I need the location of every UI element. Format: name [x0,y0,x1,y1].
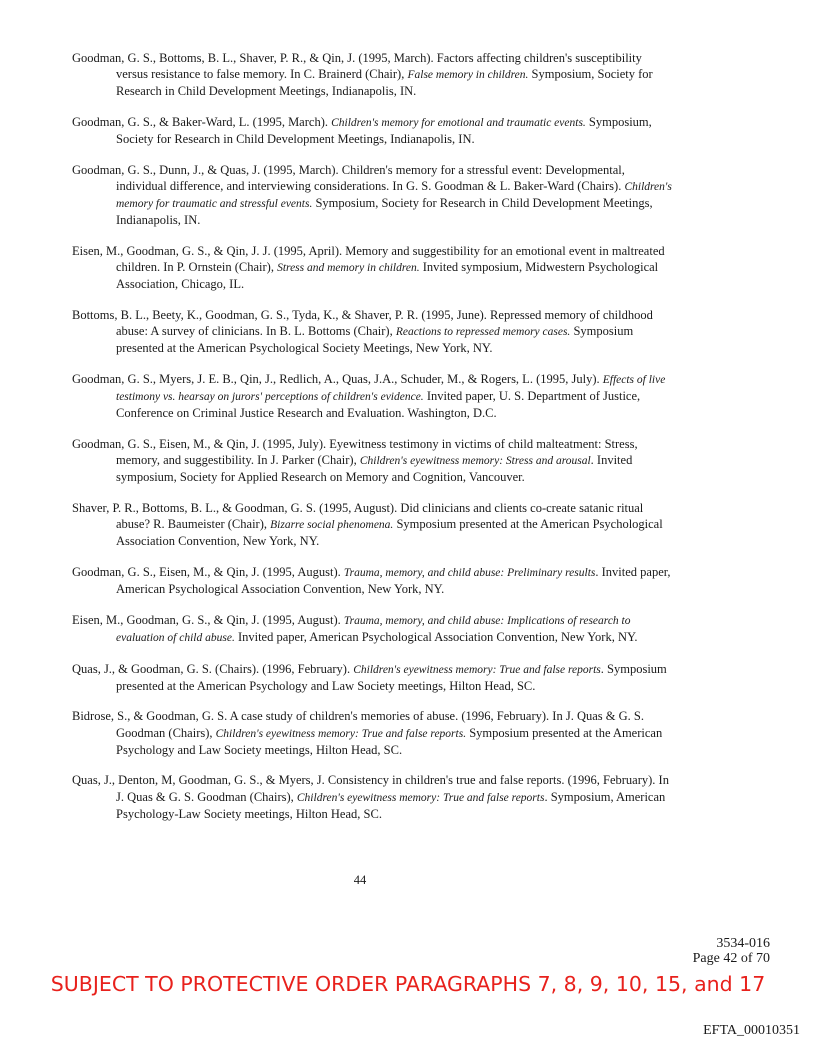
reference-entry: Eisen, M., Goodman, G. S., & Qin, J. (1995, August). Trauma, memory, and child abuse: Implications of research to evaluation of child abuse. Invited paper, American Psychological Association Convention, New York, NY. [72,612,638,644]
reference-entry: Goodman, G. S., Eisen, M., & Qin, J. (1995, July). Eyewitness testimony in victims of child malteatment: Stress, memory, and suggestibility. In J. Parker (Chair), Children's eyewitness memory: Stress and arousal. Invited symposium, Society for Applied Research on Memory and Cognition, Vancouver. [72,437,638,485]
reference-entry: Shaver, P. R., Bottoms, B. L., & Goodman, G. S. (1995, August). Did clinicians and clients co-create satanic ritual abuse? R. Baumeister (Chair), Bizarre social phenomena. Symposium presented at the American Psychological Association Convention, New York, NY. [72,501,663,549]
reference-entry: Eisen, M., Goodman, G. S., & Qin, J. J. (1995, April). Memory and suggestibility for an emotional event in maltreated children. In P. Ornstein (Chair), Stress and memory in children. Invited symposium, Midwestern Psychological Association, Chicago, IL. [72,244,665,292]
protective-order-notice: SUBJECT TO PROTECTIVE ORDER PARAGRAPHS 7, 8, 9, 10, 15, and 17 [50,972,766,996]
reference-entry: Quas, J., Denton, M, Goodman, G. S., & Myers, J. Consistency in children's true and false reports. (1996, February). In J. Quas & G. S. Goodman (Chairs), Children's eyewitness memory: True and false reports. Symposium, American Psychology-Law Society meetings, Hilton Head, SC. [72,773,669,821]
reference-entry: Bottoms, B. L., Beety, K., Goodman, G. S., Tyda, K., & Shaver, P. R. (1995, June). Repressed memory of childhood abuse: A survey of clinicians. In B. L. Bottoms (Chair), Reactions to repressed memory cases. Symposium presented at the American Psychological Society Meetings, New York, NY. [72,308,653,356]
reference-entry: Quas, J., & Goodman, G. S. (Chairs). (1996, February). Children's eyewitness memory: True and false reports. Symposium presented at the American Psychology and Law Society meetings, Hilton Head, SC. [72,661,667,693]
bates-stamp [693,936,770,966]
reference-entry: Goodman, G. S., Eisen, M., & Qin, J. (1995, August). Trauma, memory, and child abuse: Preliminary results. Invited paper, American Psychological Association Convention, New York, NY. [72,565,671,597]
reference-entry: Goodman, G. S., Bottoms, B. L., Shaver, P. R., & Qin, J. (1995, March). Factors affecting children's susceptibility versus resistance to false memory. In C. Brainerd (Chair), False memory in children. Symposium, Society for Research in Child Development Meetings, Indianapolis, IN. [72,51,653,99]
bates-page-count: Page 42 of 70 [692,951,770,966]
reference-entry: Goodman, G. S., Myers, J. E. B., Qin, J., Redlich, A., Quas, J.A., Schuder, M., & Rogers, L. (1995, July). Effects of live testimony vs. hearsay on jurors' perceptions of children's evidence. Invited paper, U. S. Department of Justice, Conference on Criminal Justice Research and Evaluation. Washington, D.C. [72,372,666,421]
page-number: 44 [353,873,367,887]
reference-entry: Goodman, G. S., Dunn, J., & Quas, J. (1995, March). Children's memory for a stressful event: Developmental, individual difference, and interviewing considerations. In G. S. Goodman & L. Baker-Ward (Chairs). Children's memory for traumatic and stressful events. Symposium, Society for Research in Child Development Meetings, Indianapolis, IN. [72,162,672,228]
bates-case-number: 3534-016 [716,936,770,951]
efta-document-id: EFTA_00010351 [703,1023,800,1038]
reference-entry: Bidrose, S., & Goodman, G. S. A case study of children's memories of abuse. (1996, February). In J. Quas & G. S. Goodman (Chairs), Children's eyewitness memory: True and false reports. Symposium presented at the American Psychology and Law Society meetings, Hilton Head, SC. [72,709,663,757]
reference-list [72,50,672,836]
reference-entry: Goodman, G. S., & Baker-Ward, L. (1995, March). Children's memory for emotional and traumatic events. Symposium, Society for Research in Child Development Meetings, Indianapolis, IN. [72,115,652,147]
